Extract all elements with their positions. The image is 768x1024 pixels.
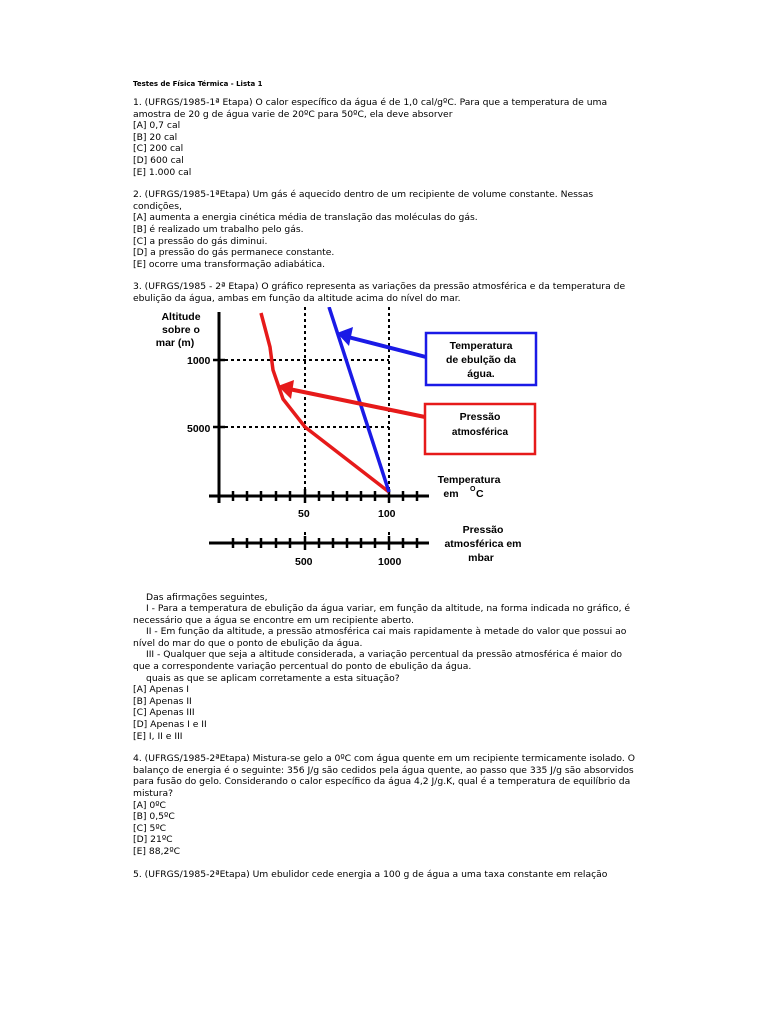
x-tick-50: 50	[298, 507, 310, 520]
option-c: [C] 5ºC	[133, 822, 167, 834]
x-axis-degree: O	[470, 485, 476, 493]
statements-intro: Das afirmações seguintes,	[146, 591, 268, 603]
y-axis-label: sobre o	[162, 323, 200, 336]
question-stem: 5. (UFRGS/1985-2ªEtapa) Um ebulidor cede energia a 100 g de água a uma taxa constante em relação	[133, 868, 608, 880]
question-4	[133, 753, 638, 857]
option-c: [C] 200 cal	[133, 143, 184, 155]
x2-axis-label: mbar	[468, 551, 494, 564]
altitude-graph	[133, 307, 638, 592]
x-tick-100: 100	[378, 507, 396, 520]
statement-2: II - Em função da altitude, a pressão atmosférica cai mais rapidamente à metade do valor que possui ao nível do mar do que o ponto de ebulição da água.	[133, 626, 627, 649]
option-a: [A] 0,7 cal	[133, 120, 181, 132]
pressure-legend-text: Pressão	[459, 410, 501, 423]
option-b: [B] é realizado um trabalho pelo gás.	[133, 223, 304, 235]
option-e: [E] 88,2ºC	[133, 845, 181, 857]
option-b: [B] Apenas II	[133, 695, 192, 707]
x2-tick-500: 500	[295, 555, 313, 568]
option-e: [E] I, II e III	[133, 730, 183, 742]
option-b: [B] 0,5ºC	[133, 811, 175, 823]
x2-tick-1000: 1000	[378, 555, 402, 568]
question-3	[133, 281, 638, 742]
x-axis-label: Temperatura	[437, 473, 501, 486]
temperature-legend-text: Temperatura	[449, 339, 513, 352]
option-d: [D] a pressão do gás permanece constante.	[133, 247, 335, 259]
x-axis-label: em	[443, 487, 459, 500]
question-stem: 1. (UFRGS/1985-1ª Etapa) O calor específico da água é de 1,0 cal/gºC. Para que a temperatura de uma amostra de 20 g de água varie de 20ºC para 50ºC, ela deve absorver	[133, 97, 608, 120]
document-title: Testes de Física Térmica - Lista 1	[133, 80, 263, 88]
y-tick-1000: 1000	[187, 354, 211, 367]
statement-question: quais as que se aplicam corretamente a esta situação?	[146, 672, 400, 684]
option-b: [B] 20 cal	[133, 131, 178, 143]
pressure-legend-text: atmosférica	[451, 426, 509, 438]
option-a: [A] 0ºC	[133, 799, 166, 811]
statement-3: III - Qualquer que seja a altitude considerada, a variação percentual da pressão atmosférica é maior do que a correspondente variação percentual do ponto de ebulição da água.	[133, 649, 623, 673]
y-axis-label: mar (m)	[155, 336, 195, 349]
pressure-curve	[261, 313, 389, 492]
option-a: [A] Apenas I	[133, 684, 190, 696]
option-e: [E] ocorre uma transformação adiabática.	[133, 258, 326, 270]
x-axis-unit: C	[476, 487, 484, 500]
option-c: [C] a pressão do gás diminui.	[133, 235, 268, 247]
question-1	[133, 97, 638, 178]
y-axis-label: Altitude	[161, 310, 201, 323]
option-d: [D] 21ºC	[133, 834, 173, 846]
document-page	[133, 80, 638, 891]
temperature-legend-text: de ebulção da	[445, 353, 517, 366]
option-c: [C] Apenas III	[133, 707, 195, 719]
option-a: [A] aumenta a energia cinética média de translação das moléculas do gás.	[133, 212, 478, 224]
question-stem: 4. (UFRGS/1985-2ªEtapa) Mistura-se gelo a 0ºC com água quente em um recipiente termicamente isolado. O balanço de energia é o seguinte: 356 J/g são cedidos pela água quente, ao passo que 335 J/g são absorvidos para fusão do gelo. Considerando o calor específico da água 4,2 J/g.K, qual é a temperatura de equilíbrio da mistura?	[133, 753, 635, 799]
question-stem: 3. (UFRGS/1985 - 2ª Etapa) O gráfico representa as variações da pressão atmosférica e da temperatura de ebulição da água, ambas em função da altitude acima do nível do mar.	[133, 281, 626, 304]
question-stem: 2. (UFRGS/1985-1ªEtapa) Um gás é aquecido dentro de um recipiente de volume constante. Nessas condições,	[133, 189, 594, 212]
option-d: [D] 600 cal	[133, 154, 184, 166]
question-5	[133, 869, 638, 881]
option-e: [E] 1.000 cal	[133, 166, 192, 178]
option-d: [D] Apenas I e II	[133, 719, 207, 731]
temperature-legend-text: água.	[467, 367, 495, 380]
statement-1: I - Para a temperatura de ebulição da água variar, em função da altitude, na forma indicada no gráfico, é necessário que a água se encontre em um recipiente aberto.	[133, 603, 631, 626]
question-2	[133, 189, 638, 270]
y-tick-5000: 5000	[187, 422, 211, 435]
x2-axis-label: atmosférica em	[444, 537, 522, 550]
temperature-arrow	[348, 337, 426, 357]
x2-axis-label: Pressão	[462, 523, 504, 536]
